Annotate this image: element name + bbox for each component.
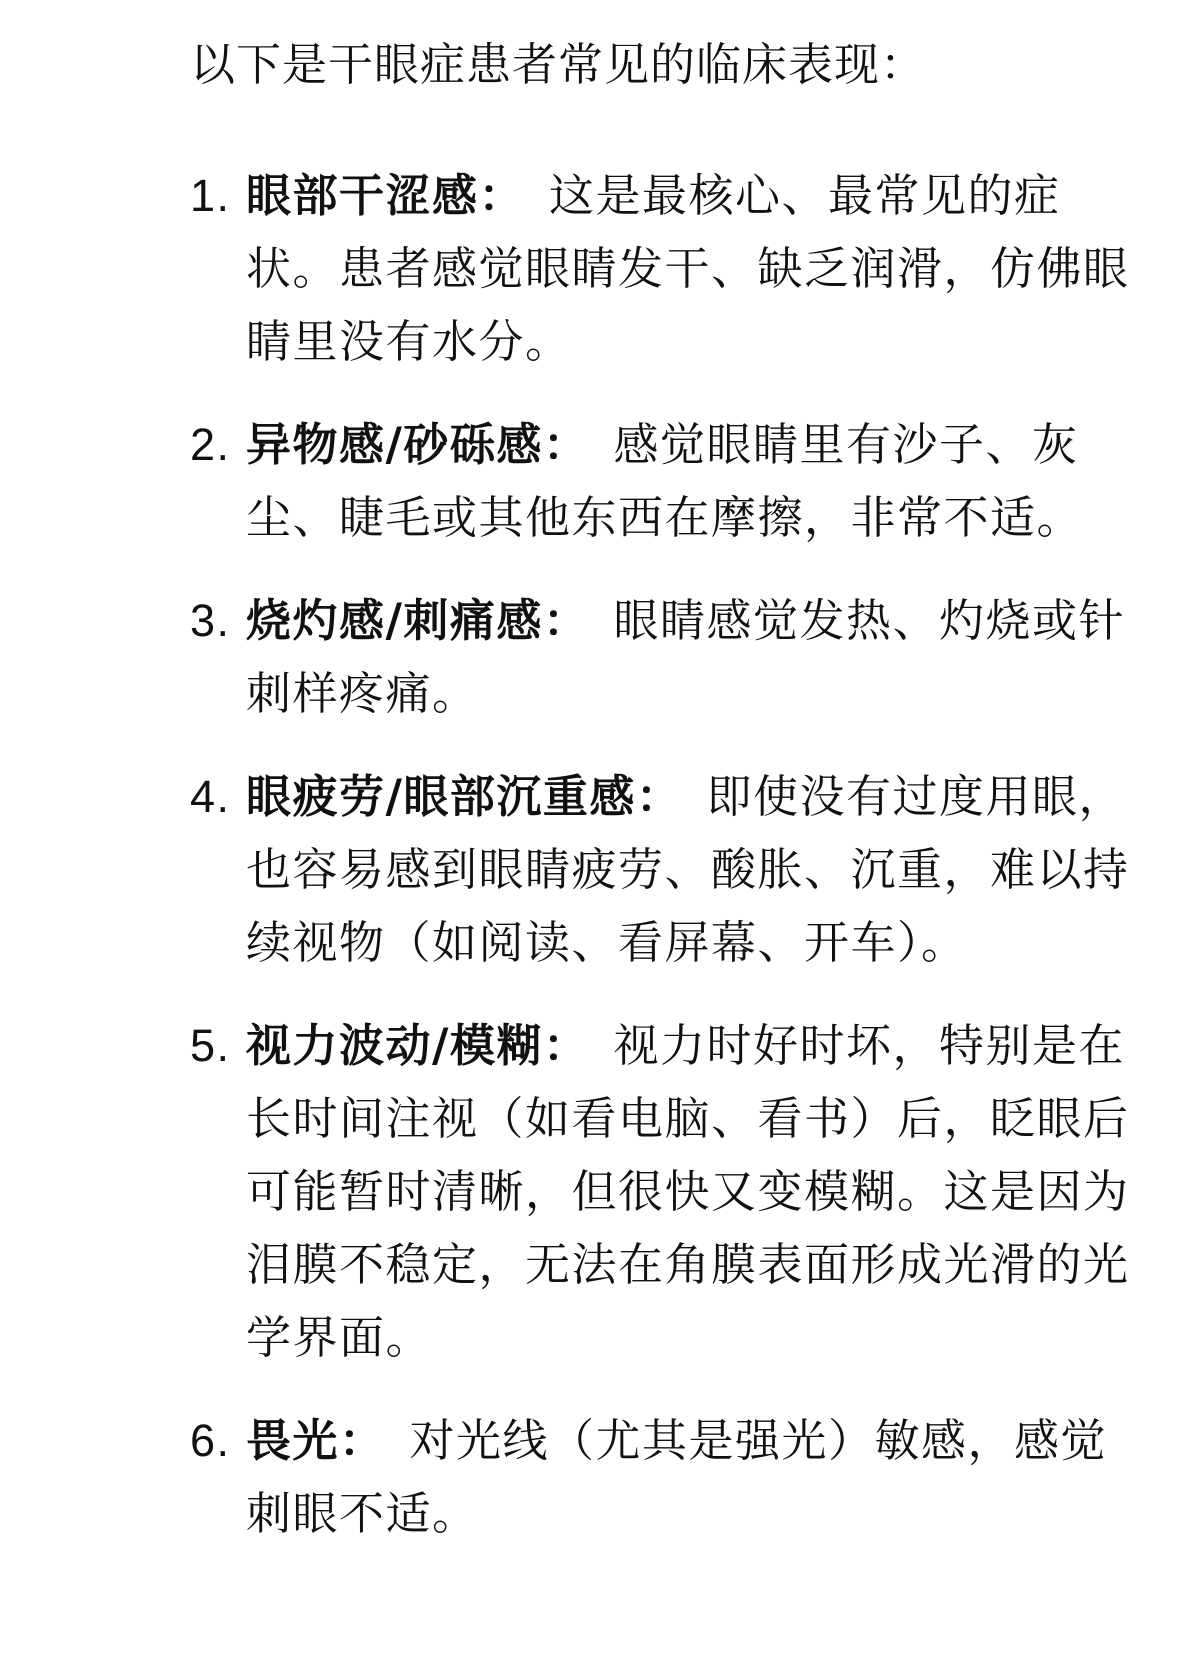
article-content [190, 0, 1130, 1580]
item-colon: ： [478, 169, 526, 222]
list-item [190, 1404, 1130, 1550]
item-description: 视力时好时坏，特别是在长时间注视（如看电脑、看书）后，眨眼后可能暂时清晰，但很快又变模糊。这是因为泪膜不稳定，无法在角膜表面形成光滑的光学界面。 [246, 1019, 1130, 1364]
item-number: 4. [190, 771, 231, 822]
list-item [190, 584, 1130, 730]
item-number: 6. [190, 1415, 231, 1466]
item-term: 眼部干涩感 [246, 169, 479, 222]
list-item [190, 159, 1130, 378]
item-description: 这是最核心、最常见的症状。患者感觉眼睛发干、缺乏润滑，仿佛眼睛里没有水分。 [246, 169, 1130, 368]
item-term: 烧灼感/刺痛感 [246, 594, 543, 647]
item-term: 眼疲劳/眼部沉重感 [246, 770, 636, 823]
item-term: 异物感/砂砾感 [246, 418, 543, 471]
list-item [190, 1009, 1130, 1374]
intro-text: 以下是干眼症患者常见的临床表现： [190, 38, 927, 91]
item-description: 眼睛感觉发热、灼烧或针刺样疼痛。 [246, 594, 1125, 720]
item-number: 2. [190, 419, 231, 470]
list-item [190, 760, 1130, 979]
item-colon: ： [339, 1414, 386, 1467]
item-number: 1. [190, 170, 231, 221]
item-description: 对光线（尤其是强光）敏感，感觉刺眼不适。 [246, 1414, 1108, 1540]
item-term: 畏光 [246, 1414, 340, 1467]
item-description: 即使没有过度用眼，也容易感到眼睛疲劳、酸胀、沉重，难以持续视物（如阅读、看屏幕、开车）。 [246, 770, 1130, 969]
item-colon: ： [635, 770, 683, 823]
item-colon: ： [542, 1019, 590, 1072]
item-description: 感觉眼睛里有沙子、灰尘、睫毛或其他东西在摩擦，非常不适。 [246, 418, 1084, 544]
item-number: 5. [190, 1020, 231, 1071]
symptom-list [190, 159, 1130, 1550]
item-term: 视力波动/模糊 [246, 1019, 543, 1072]
item-colon: ： [542, 594, 590, 647]
item-colon: ： [542, 418, 590, 471]
item-number: 3. [190, 595, 231, 646]
list-item [190, 408, 1130, 554]
